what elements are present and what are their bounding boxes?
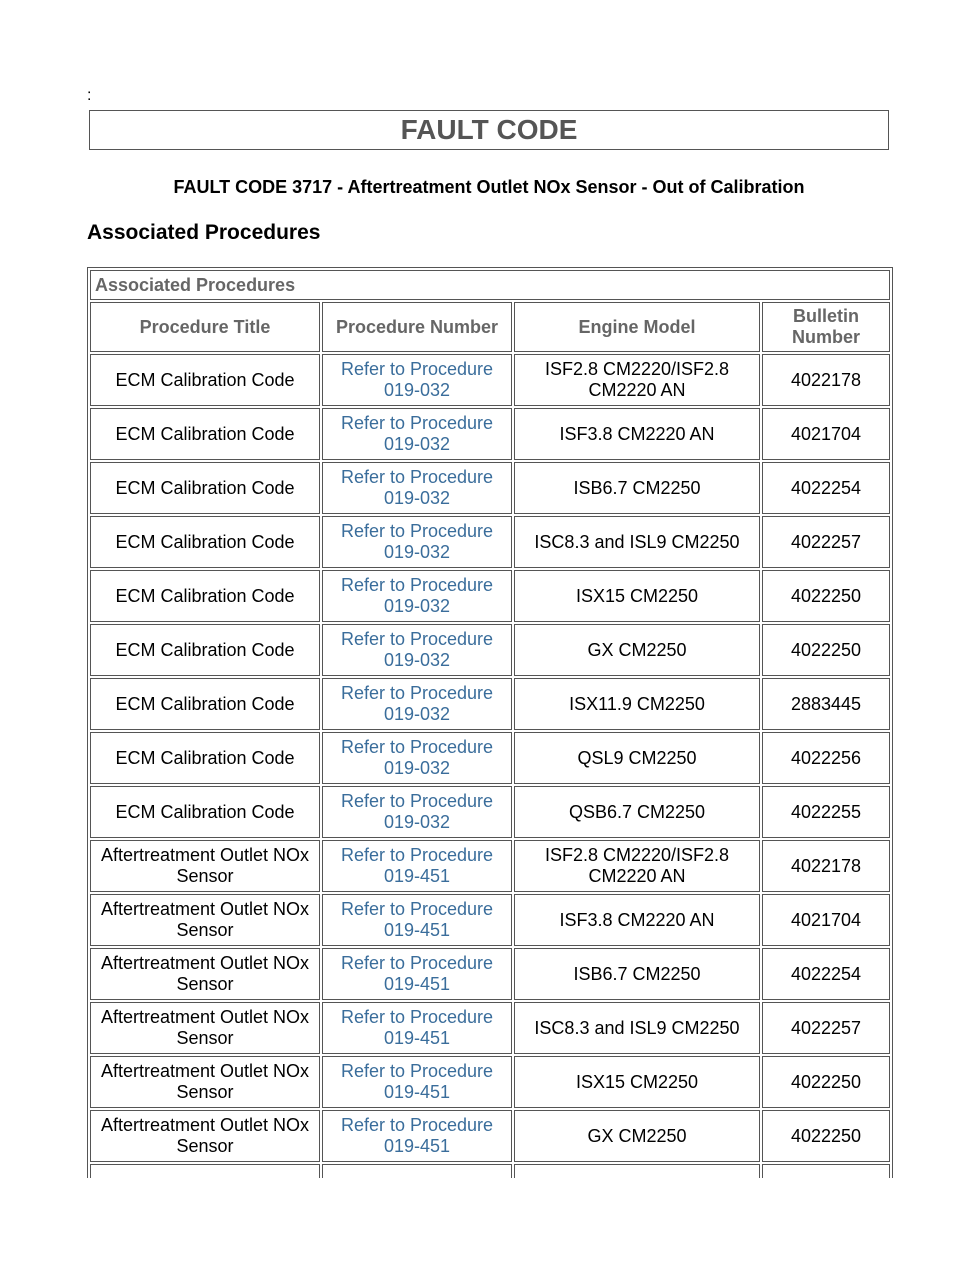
cell-procedure-number [322,408,512,460]
table-row [90,894,890,946]
cell-engine-model: GX CM2250 [514,1110,760,1162]
cell-bulletin-number: 2883445 [762,678,890,730]
table-row [90,516,890,568]
table-row [90,1164,890,1178]
header-engine-model: Engine Model [514,302,760,352]
cell-procedure-title [90,1164,320,1178]
cell-procedure-title: Aftertreatment Outlet NOx Sensor [90,1110,320,1162]
table-row [90,462,890,514]
cell-procedure-title: Aftertreatment Outlet NOx Sensor [90,1056,320,1108]
cell-bulletin-number [762,1164,890,1178]
procedures-table-body [90,354,890,1178]
cell-procedure-number [322,894,512,946]
procedures-table-container [87,267,893,1178]
cell-engine-model: ISC8.3 and ISL9 CM2250 [514,1002,760,1054]
header-procedure-title: Procedure Title [90,302,320,352]
table-row [90,840,890,892]
procedure-link[interactable]: Refer to Procedure 019-451 [340,899,494,940]
page-marker: : [87,87,92,104]
cell-engine-model: QSL9 CM2250 [514,732,760,784]
table-row [90,786,890,838]
table-row [90,570,890,622]
table-row [90,1002,890,1054]
cell-procedure-title: ECM Calibration Code [90,462,320,514]
cell-engine-model: ISX15 CM2250 [514,1056,760,1108]
procedure-link[interactable]: Refer to Procedure 019-032 [340,359,494,400]
table-row [90,624,890,676]
procedure-link[interactable]: Refer to Procedure 019-032 [340,791,494,832]
fault-code-subtitle: FAULT CODE 3717 - Aftertreatment Outlet NOx Sensor - Out of Calibration [173,177,805,197]
cell-bulletin-number: 4022257 [762,1002,890,1054]
cell-engine-model: GX CM2250 [514,624,760,676]
cell-procedure-title: ECM Calibration Code [90,732,320,784]
cell-procedure-number [322,1110,512,1162]
cell-bulletin-number: 4022254 [762,948,890,1000]
cell-procedure-title: ECM Calibration Code [90,516,320,568]
header-bulletin-number: Bulletin Number [762,302,890,352]
procedure-link[interactable]: Refer to Procedure 019-032 [340,629,494,670]
cell-procedure-number [322,462,512,514]
cell-procedure-number [322,516,512,568]
section-heading: Associated Procedures [87,221,321,244]
cell-procedure-number [322,786,512,838]
cell-procedure-title: ECM Calibration Code [90,678,320,730]
cell-procedure-title: Aftertreatment Outlet NOx Sensor [90,1002,320,1054]
cell-procedure-number [322,840,512,892]
cell-procedure-title: Aftertreatment Outlet NOx Sensor [90,840,320,892]
cell-engine-model: ISF2.8 CM2220/ISF2.8 CM2220 AN [514,354,760,406]
header-procedure-number: Procedure Number [322,302,512,352]
procedure-link[interactable]: Refer to Procedure 019-032 [340,575,494,616]
cell-procedure-number [322,1002,512,1054]
cell-procedure-number [322,732,512,784]
page-title: FAULT CODE [89,110,889,150]
cell-bulletin-number: 4022250 [762,1110,890,1162]
cell-procedure-title: ECM Calibration Code [90,408,320,460]
procedure-link[interactable]: Refer to Procedure 019-451 [340,953,494,994]
cell-procedure-title: ECM Calibration Code [90,354,320,406]
table-row [90,408,890,460]
cell-procedure-title: ECM Calibration Code [90,570,320,622]
cell-procedure-number [322,1164,512,1178]
cell-engine-model: ISF3.8 CM2220 AN [514,894,760,946]
cell-bulletin-number: 4021704 [762,894,890,946]
cell-engine-model: ISX15 CM2250 [514,570,760,622]
table-row [90,678,890,730]
cell-bulletin-number: 4022178 [762,840,890,892]
cell-procedure-number [322,948,512,1000]
cell-procedure-title: Aftertreatment Outlet NOx Sensor [90,894,320,946]
cell-procedure-title: Aftertreatment Outlet NOx Sensor [90,948,320,1000]
cell-engine-model: ISB6.7 CM2250 [514,948,760,1000]
cell-procedure-number [322,570,512,622]
cell-procedure-number [322,1056,512,1108]
cell-procedure-number [322,678,512,730]
procedure-link[interactable]: Refer to Procedure 019-032 [340,737,494,778]
table-row [90,732,890,784]
cell-procedure-number [322,354,512,406]
cell-bulletin-number: 4022254 [762,462,890,514]
cell-engine-model: ISF2.8 CM2220/ISF2.8 CM2220 AN [514,840,760,892]
cell-procedure-number [322,624,512,676]
cell-bulletin-number: 4022255 [762,786,890,838]
procedure-link[interactable]: Refer to Procedure 019-032 [340,683,494,724]
cell-bulletin-number: 4022256 [762,732,890,784]
cell-bulletin-number: 4022250 [762,570,890,622]
procedures-table [87,267,893,1178]
cell-bulletin-number: 4022257 [762,516,890,568]
cell-engine-model [514,1164,760,1178]
cell-procedure-title: ECM Calibration Code [90,786,320,838]
procedure-link[interactable]: Refer to Procedure 019-032 [340,413,494,454]
procedure-link[interactable]: Refer to Procedure 019-451 [340,1115,494,1156]
cell-engine-model: ISC8.3 and ISL9 CM2250 [514,516,760,568]
procedure-link[interactable]: Refer to Procedure 019-032 [340,467,494,508]
cell-bulletin-number: 4022178 [762,354,890,406]
cell-bulletin-number: 4022250 [762,624,890,676]
procedure-link[interactable]: Refer to Procedure 019-451 [340,845,494,886]
cell-bulletin-number: 4021704 [762,408,890,460]
cell-engine-model: ISX11.9 CM2250 [514,678,760,730]
cell-engine-model: ISB6.7 CM2250 [514,462,760,514]
table-row [90,1056,890,1108]
table-row [90,354,890,406]
cell-bulletin-number: 4022250 [762,1056,890,1108]
cell-procedure-title: ECM Calibration Code [90,624,320,676]
table-row [90,948,890,1000]
table-row [90,1110,890,1162]
procedure-link[interactable]: Refer to Procedure 019-451 [340,1007,494,1048]
procedure-link[interactable]: Refer to Procedure 019-451 [340,1061,494,1102]
procedure-link[interactable]: Refer to Procedure 019-032 [340,521,494,562]
cell-engine-model: ISF3.8 CM2220 AN [514,408,760,460]
cell-engine-model: QSB6.7 CM2250 [514,786,760,838]
table-caption: Associated Procedures [90,270,890,300]
